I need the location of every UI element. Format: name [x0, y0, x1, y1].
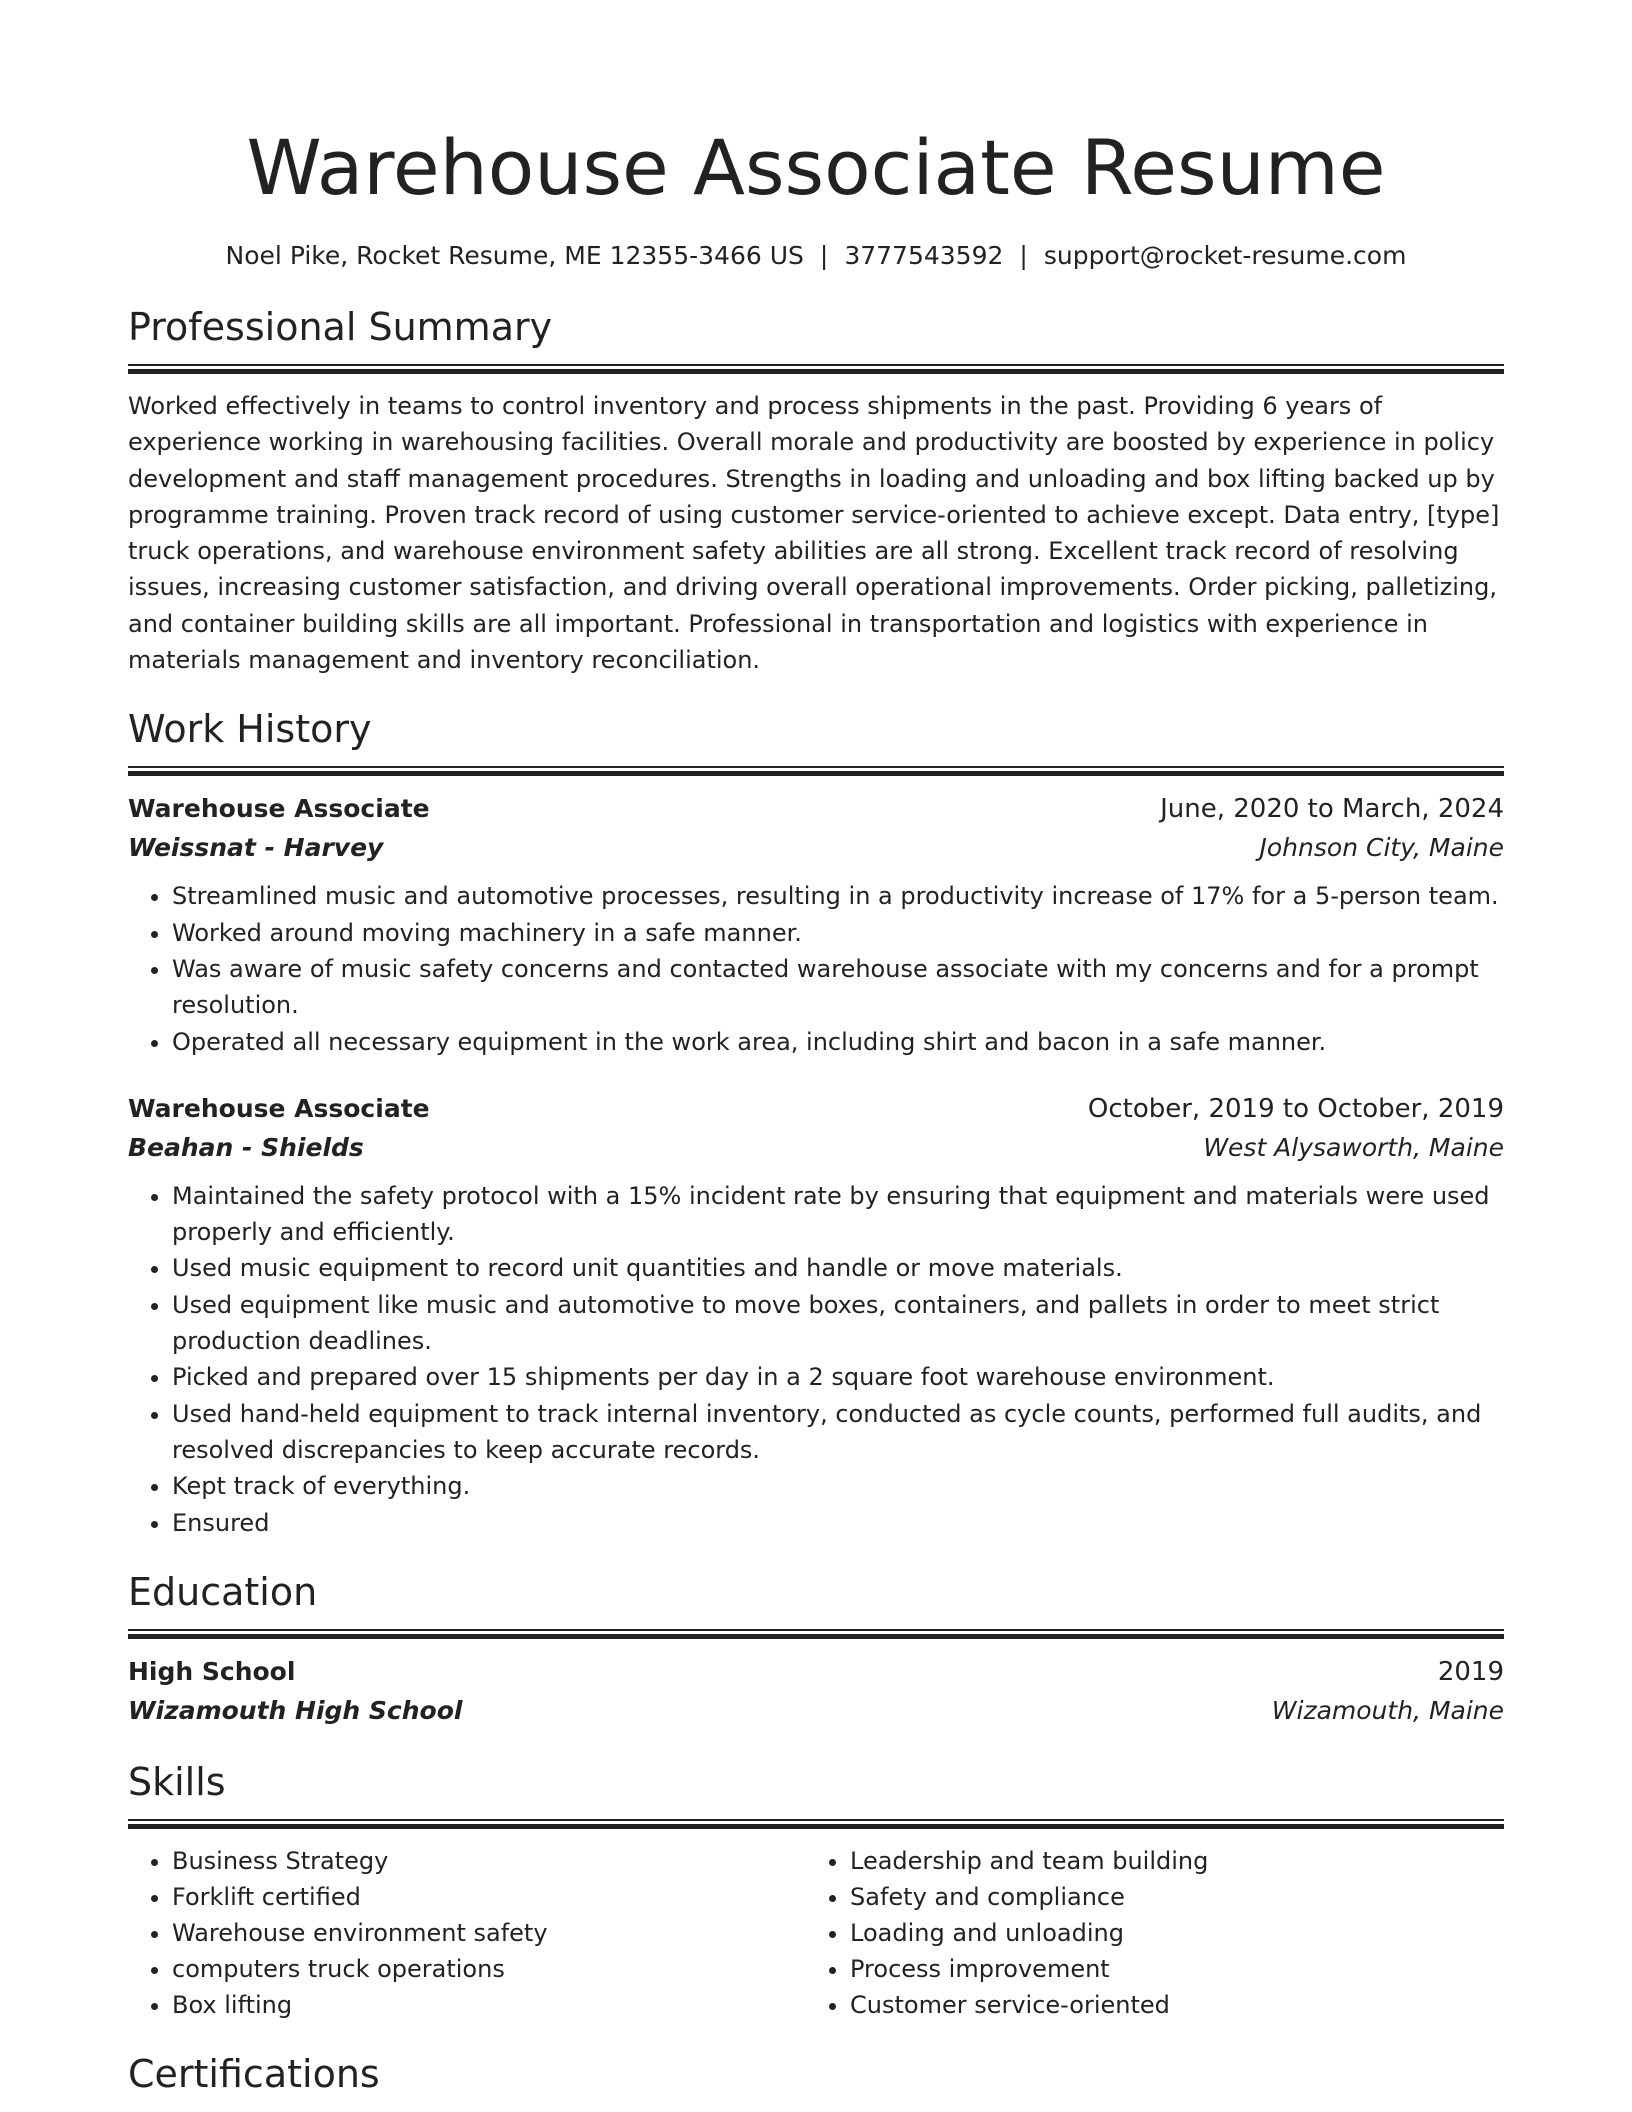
skills-section [128, 1757, 1504, 2023]
job-title: Warehouse Associate [128, 794, 430, 824]
certifications-section [128, 2049, 1504, 2099]
skills-grid [128, 1843, 1504, 2023]
job-bullet: • Picked and prepared over 15 shipments per day in a 2 square foot warehouse environment. [172, 1359, 1504, 1395]
contact-phone: 3777543592 [844, 241, 1004, 270]
skill-item: • Safety and compliance [850, 1879, 1504, 1915]
section-heading-work-history: Work History [128, 707, 372, 752]
resume-title: Warehouse Associate Resume [246, 123, 1386, 212]
resume-page [128, 0, 1504, 2099]
job-entry [128, 790, 1504, 1059]
skill-item: • computers truck operations [172, 1951, 806, 1987]
job-title: Warehouse Associate [128, 1093, 430, 1123]
job-bullet-list [128, 1178, 1504, 1541]
skill-item: • Loading and unloading [850, 1915, 1504, 1951]
job-bullet: • Was aware of music safety concerns and contacted warehouse associate with my concerns and for a prompt resolution. [172, 951, 1504, 1024]
contact-separator: | [1019, 241, 1028, 270]
job-bullet: • Used music equipment to record unit quantities and handle or move materials. [172, 1250, 1504, 1286]
job-location: West Alysaworth, Maine [1203, 1132, 1504, 1162]
section-divider [128, 1819, 1504, 1829]
skill-item: • Process improvement [850, 1951, 1504, 1987]
section-divider [128, 1629, 1504, 1639]
job-bullet: • Used equipment like music and automotive to move boxes, containers, and pallets in order to meet strict production deadlines. [172, 1287, 1504, 1360]
contact-address: Noel Pike, Rocket Resume, ME 12355-3466 US [225, 241, 804, 270]
contact-email: support@rocket-resume.com [1043, 241, 1407, 270]
job-bullet: • Maintained the safety protocol with a 15% incident rate by ensuring that equipment and materials were used properly and efficiently. [172, 1178, 1504, 1251]
skill-item: • Forklift certified [172, 1879, 806, 1915]
job-bullet-list [128, 878, 1504, 1059]
contact-separator: | [819, 241, 829, 270]
job-company: Beahan - Shields [128, 1132, 364, 1162]
job-dates: June, 2020 to March, 2024 [1160, 794, 1504, 825]
skill-item: • Leadership and team building [850, 1843, 1504, 1879]
work-history-section [128, 704, 1504, 1540]
skills-list-right [806, 1843, 1504, 2023]
education-school: Wizamouth High School [128, 1695, 463, 1725]
job-bullet: • Streamlined music and automotive processes, resulting in a productivity increase of 17% for a 5-person team. [172, 878, 1504, 914]
section-heading-summary: Professional Summary [128, 305, 553, 349]
education-entry [128, 1653, 1504, 1731]
skill-item: • Business Strategy [172, 1843, 806, 1879]
summary-section [128, 302, 1504, 678]
job-bullet: • Used hand-held equipment to track internal inventory, conducted as cycle counts, performed full audits, and resolved discrepancies to keep accurate records. [172, 1396, 1504, 1469]
job-location: Johnson City, Maine [1259, 833, 1504, 863]
job-company: Weissnat - Harvey [128, 833, 384, 863]
skills-list-left [128, 1843, 806, 2023]
education-degree: High School [128, 1656, 296, 1686]
job-dates: October, 2019 to October, 2019 [1087, 1093, 1504, 1124]
job-bullet: • Operated all necessary equipment in the work area, including shirt and bacon in a safe manner. [172, 1024, 1504, 1060]
section-heading-education: Education [128, 1569, 318, 1614]
skill-item: • Warehouse environment safety [172, 1915, 806, 1951]
section-heading-certifications: Certifications [128, 2051, 380, 2096]
education-year: 2019 [1437, 1656, 1504, 1687]
section-divider [128, 364, 1504, 374]
job-bullet: • Ensured [172, 1505, 1504, 1541]
section-divider [128, 766, 1504, 776]
skill-item: • Box lifting [172, 1987, 806, 2023]
education-section [128, 1567, 1504, 1731]
summary-text: Worked effectively in teams to control inventory and process shipments in the past. Providing 6 years of experience working in warehousing facilities. Overall morale and productivity are boosted by experience in policy development and staff management procedures. Strengths in loading and unloading and box lifting backed up by programme training. Proven track record of using customer service-oriented to achieve except. Data entry, [type] truck operations, and warehouse environment safety abilities are all strong. Excellent track record of resolving issues, increasing customer satisfaction, and driving overall operational improvements. Order picking, palletizing, and container building skills are all important. Professional in transportation and logistics with experience in materials management and inventory reconciliation. [128, 392, 1500, 675]
education-location: Wizamouth, Maine [1271, 1695, 1504, 1725]
job-bullet: • Kept track of everything. [172, 1468, 1504, 1504]
skill-item: • Customer service-oriented [850, 1987, 1504, 2023]
contact-line [128, 238, 1504, 274]
section-heading-skills: Skills [128, 1759, 226, 1804]
job-bullet: • Worked around moving machinery in a safe manner. [172, 915, 1504, 951]
job-entry [128, 1090, 1504, 1541]
